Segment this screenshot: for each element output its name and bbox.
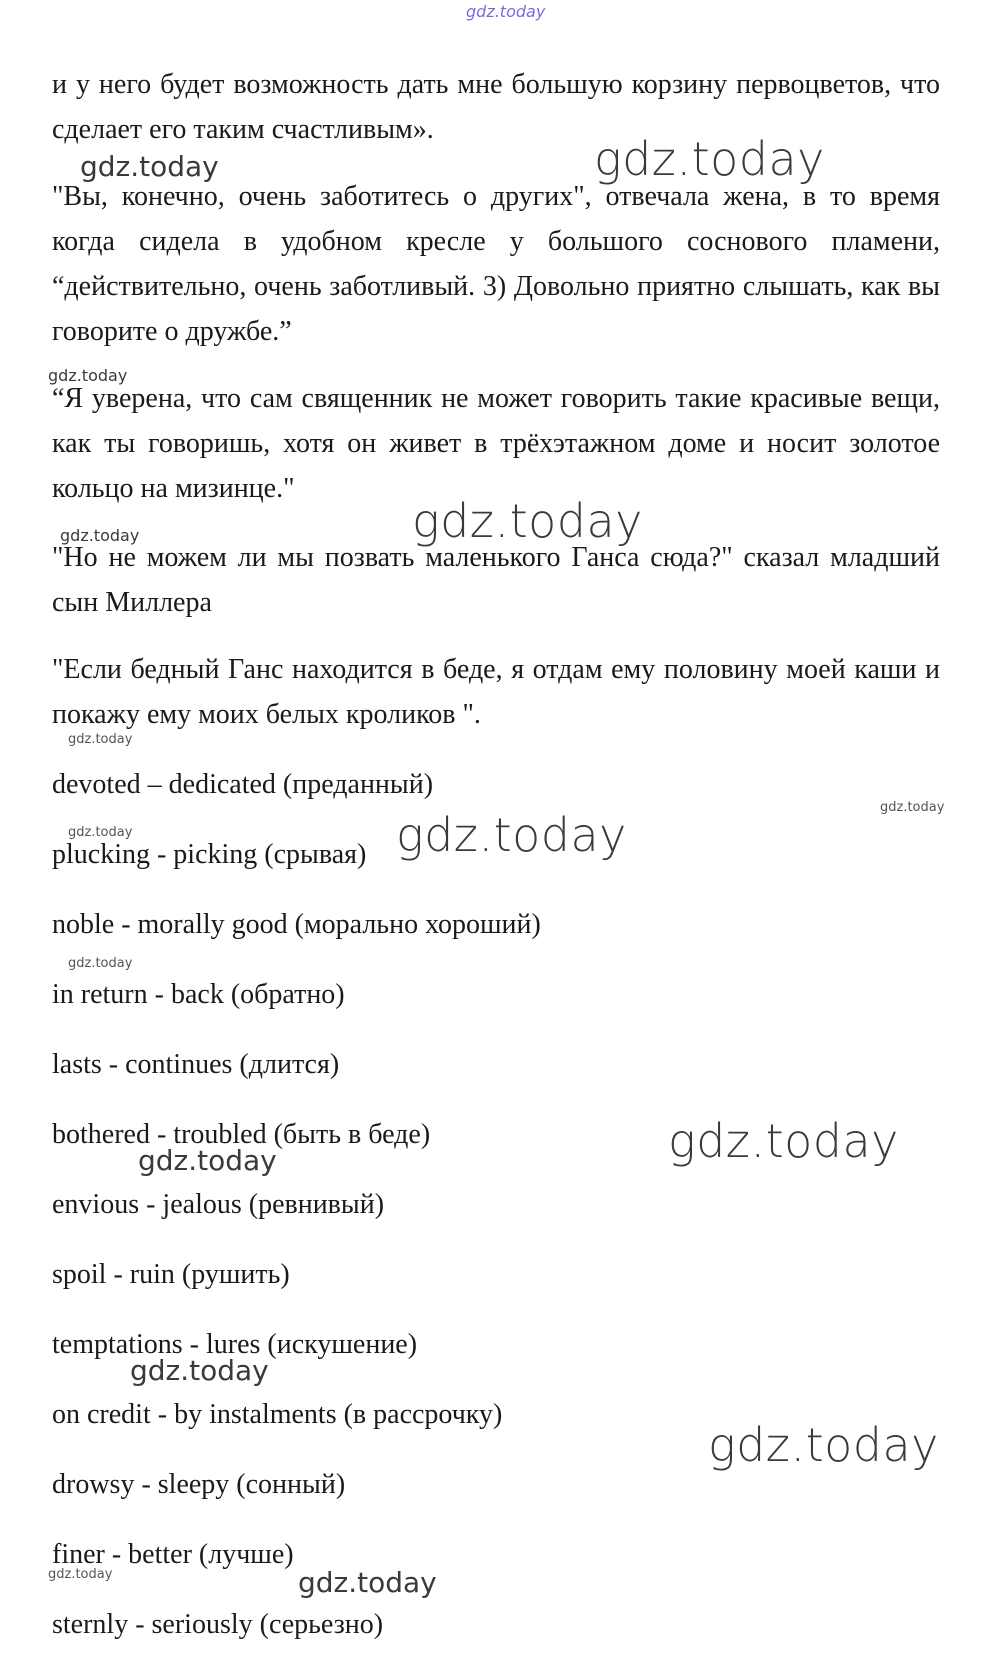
paragraph-2: "Вы, конечно, очень заботитесь о других", отвечала жена, в то время когда сидела в удобном кресле у большого соснового пламени, “действительно, очень заботливый. 3) Довольно приятно слышать, как вы говорите о дружбе.” [52, 181, 940, 347]
vocab-item: sternly - seriously (серьезно) [52, 1609, 384, 1640]
paragraph-1: и у него будет возможность дать мне большую корзину первоцветов, что сделает его таким счастливым». [52, 69, 940, 145]
vocab-item: drowsy - sleepy (сонный) [52, 1469, 346, 1500]
vocab-item: lasts - continues (длится) [52, 1049, 340, 1080]
vocab-item: temptations - lures (искушение) [52, 1329, 418, 1360]
paragraph-3: “Я уверена, что сам священник не может говорить такие красивые вещи, как ты говоришь, хотя он живет в трёхэтажном доме и носит золотое кольцо на мизинце." [52, 383, 940, 504]
watermark: gdz.today [708, 1418, 939, 1472]
watermark: gdz.today [60, 526, 140, 545]
watermark: gdz.today [880, 800, 945, 815]
vocab-item: plucking - picking (срывая) [52, 839, 367, 870]
vocab-item: bothered - troubled (быть в беде) [52, 1119, 431, 1150]
watermark: gdz.today [48, 366, 128, 385]
vocab-item: on credit - by instalments (в рассрочку) [52, 1399, 503, 1430]
vocab-item: spoil - ruin (рушить) [52, 1259, 290, 1290]
vocab-item: finer - better (лучше) [52, 1539, 294, 1570]
watermark: gdz.today [80, 150, 219, 183]
watermark: gdz.today [48, 1567, 113, 1582]
watermark: gdz.today [668, 1114, 899, 1168]
vocab-item: envious - jealous (ревнивый) [52, 1189, 385, 1220]
watermark: gdz.today [298, 1566, 437, 1599]
vocab-item: devoted – dedicated (преданный) [52, 769, 434, 800]
vocab-item: in return - back (обратно) [52, 979, 345, 1010]
watermark: gdz.today [594, 132, 825, 186]
watermark: gdz.today [130, 1354, 269, 1387]
watermark-top: gdz.today [466, 2, 546, 21]
watermark: gdz.today [68, 825, 133, 840]
watermark: gdz.today [68, 956, 133, 971]
paragraph-5: "Если бедный Ганс находится в беде, я отдам ему половину моей каши и покажу ему моих белых кроликов ". [52, 654, 940, 730]
watermark: gdz.today [412, 494, 643, 548]
watermark: gdz.today [68, 732, 133, 747]
watermark: gdz.today [138, 1144, 277, 1177]
vocab-item: noble - morally good (морально хороший) [52, 909, 541, 940]
watermark: gdz.today [396, 808, 627, 862]
paragraph-4: "Но не можем ли мы позвать маленького Ганса сюда?" сказал младший сын Миллера [52, 542, 940, 618]
